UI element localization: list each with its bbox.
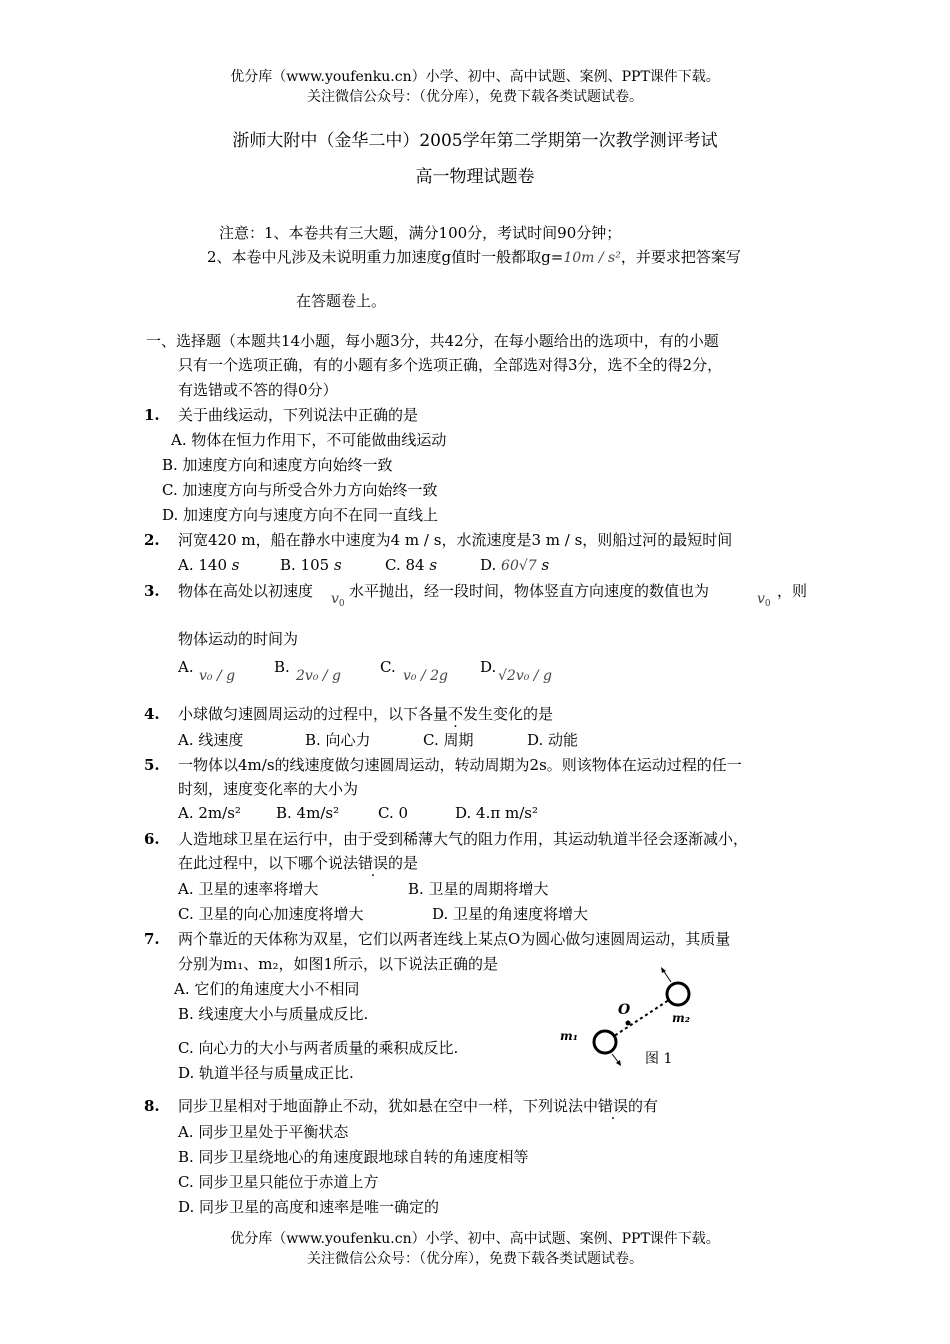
q3-v0-symbol-1 xyxy=(331,591,345,609)
q3-option-a-formula: v₀ / g xyxy=(199,668,236,684)
center-point-o xyxy=(626,1021,631,1026)
q2-option-b-unit: s xyxy=(333,556,342,574)
q8-number: 8. xyxy=(144,1097,160,1115)
notice-line-1: 注意：1、本卷共有三大题，满分100分，考试时间90分钟； xyxy=(219,224,622,242)
q3-option-b-formula: 2v₀ / g xyxy=(296,668,342,684)
q3-option-b-label: B. xyxy=(274,658,290,676)
q5-line-1: 一物体以4m/s的线速度做匀速圆周运动，转动周期为2s。则该物体在运动过程的任一 xyxy=(178,756,742,774)
q3-option-d-label: D. xyxy=(480,658,497,676)
q1-option-b: B. 加速度方向和速度方向始终一致 xyxy=(162,456,393,474)
q4-option-c: C. 周期 xyxy=(423,731,474,749)
q7-option-d: D. 轨道半径与质量成正比. xyxy=(178,1064,354,1082)
q3-option-a-label: A. xyxy=(178,658,194,676)
q5-option-d: D. 4.π m/s² xyxy=(455,804,538,822)
notice-line-3: 在答题卷上。 xyxy=(296,292,387,310)
q2-option-d xyxy=(480,555,549,576)
q3-v0-symbol-2 xyxy=(757,591,771,609)
q3-v0-1: v xyxy=(331,591,339,607)
q7-number: 7. xyxy=(144,930,160,948)
q4-option-b: B. 向心力 xyxy=(305,731,371,749)
exam-subtitle: 高一物理试题卷 xyxy=(415,167,535,187)
q6-emphasis-wrong: 错误 xyxy=(358,854,389,872)
q8-stem xyxy=(178,1096,658,1116)
label-o: O xyxy=(618,1002,631,1018)
q8-stem-a: 同步卫星相对于地面静止不动，犹如悬在空中一样，下列说法中 xyxy=(178,1097,599,1115)
q6-option-d: D. 卫星的角速度将增大 xyxy=(432,905,589,923)
q8-emphasis-wrong: 错误 xyxy=(598,1097,629,1115)
q5-option-a: A. 2m/s² xyxy=(178,804,241,822)
section1-line-3: 有选错或不答的得0分） xyxy=(178,381,338,399)
q8-option-a: A. 同步卫星处于平衡状态 xyxy=(178,1123,349,1141)
q2-stem: 河宽420 m，船在静水中速度为4 m / s，水流速度是3 m / s，则船过河的最短时间 xyxy=(178,531,733,549)
q3-v0-sub-1: 0 xyxy=(338,599,345,609)
q4-number: 4. xyxy=(144,705,160,723)
label-m1: m₁ xyxy=(560,1029,578,1043)
q6-line-2 xyxy=(178,853,418,873)
section1-line-1: 一、选择题（本题共14小题，每小题3分，共42分，在每小题给出的选项中，有的小题 xyxy=(146,332,719,350)
q3-option-c-formula: v₀ / 2g xyxy=(403,668,449,684)
q1-option-a: A. 物体在恒力作用下，不可能做曲线运动 xyxy=(171,431,447,449)
q5-line-2: 时刻，速度变化率的大小为 xyxy=(178,780,359,798)
q1-option-c: C. 加速度方向与所受合外力方向始终一致 xyxy=(162,481,438,499)
q2-option-a xyxy=(178,555,239,575)
header-line-1: 优分库（www.youfenku.cn）小学、初中、高中试题、案例、PPT课件下载。 xyxy=(230,69,720,85)
q3-option-d-formula: √2v₀ / g xyxy=(498,668,552,684)
q2-option-a-value: A. 140 xyxy=(178,556,227,574)
q2-option-a-unit: s xyxy=(231,556,240,574)
exam-title: 浙师大附中（金华二中）2005学年第二学期第一次教学测评考试 xyxy=(232,131,718,151)
q4-stem-b: 发生变化的是 xyxy=(463,705,554,723)
q6-option-a: A. 卫星的速率将增大 xyxy=(178,880,319,898)
q3-stem-a: 物体在高处以初速度 xyxy=(178,582,314,600)
q2-option-c-value: C. 84 xyxy=(385,556,425,574)
q1-number: 1. xyxy=(144,406,160,424)
q4-option-a: A. 线速度 xyxy=(178,731,244,749)
notice-line-2-text: 2、本卷中凡涉及未说明重力加速度g值时一般都取g= xyxy=(207,248,564,266)
q3-option-c-label: C. xyxy=(380,658,396,676)
q6-option-b: B. 卫星的周期将增大 xyxy=(408,880,549,898)
q2-option-c-unit: s xyxy=(429,556,438,574)
q8-stem-b: 的有 xyxy=(628,1097,659,1115)
q8-option-d: D. 同步卫星的高度和速率是唯一确定的 xyxy=(178,1198,440,1216)
notice-line-2 xyxy=(207,247,741,268)
q6-line-1: 人造地球卫星在运行中，由于受到稀薄大气的阻力作用，其运动轨道半径会逐渐减小， xyxy=(178,830,749,848)
q7-option-c: C. 向心力的大小与两者质量的乘积成反比. xyxy=(178,1039,459,1057)
q3-v0-2: v xyxy=(757,591,765,607)
q1-stem: 关于曲线运动，下列说法中正确的是 xyxy=(178,406,419,424)
q3-number: 3. xyxy=(144,582,160,600)
q1-option-d: D. 加速度方向与速度方向不在同一直线上 xyxy=(162,506,439,524)
figure-caption: 图 1 xyxy=(645,1051,673,1067)
q2-option-b xyxy=(280,555,342,575)
q3-stem-c: ，则 xyxy=(777,582,808,600)
q2-option-d-unit: s xyxy=(541,556,550,574)
q6-line-2-b: 的是 xyxy=(388,854,419,872)
notice-line-2-tail: ，并要求把答案写 xyxy=(620,248,741,266)
figure-1-binary-stars xyxy=(550,960,710,1070)
q4-option-d: D. 动能 xyxy=(527,731,579,749)
header-line-2: 关注微信公众号：（优分库），免费下载各类试题试卷。 xyxy=(307,89,643,105)
q2-option-b-value: B. 105 xyxy=(280,556,330,574)
q5-option-b: B. 4m/s² xyxy=(276,804,340,822)
arrowhead-m2 xyxy=(661,967,666,973)
q2-option-c xyxy=(385,555,437,575)
q6-line-2-a: 在此过程中，以下哪个说法 xyxy=(178,854,359,872)
q3-line-2: 物体运动的时间为 xyxy=(178,630,299,648)
q5-number: 5. xyxy=(144,756,160,774)
g-value-formula: 10m / s² xyxy=(563,250,621,266)
label-m2: m₂ xyxy=(672,1011,690,1025)
q4-stem xyxy=(178,704,553,724)
star-m1 xyxy=(594,1031,616,1053)
q8-option-b: B. 同步卫星绕地心的角速度跟地球自转的角速度相等 xyxy=(178,1148,529,1166)
star-m2 xyxy=(667,983,689,1005)
q2-number: 2. xyxy=(144,531,160,549)
section1-line-2: 只有一个选项正确，有的小题有多个选项正确，全部选对得3分，选不全的得2分， xyxy=(178,356,723,374)
q6-number: 6. xyxy=(144,830,160,848)
q7-option-b: B. 线速度大小与质量成反比. xyxy=(178,1005,369,1023)
q3-v0-sub-2: 0 xyxy=(764,599,771,609)
q7-line-1: 两个靠近的天体称为双星，它们以两者连线上某点O为圆心做匀速圆周运动，其质量 xyxy=(178,930,731,948)
q3-stem-b: 水平抛出，经一段时间，物体竖直方向速度的数值也为 xyxy=(349,582,710,600)
q8-option-c: C. 同步卫星只能位于赤道上方 xyxy=(178,1173,379,1191)
q5-option-c: C. 0 xyxy=(378,804,409,822)
footer-line-2: 关注微信公众号：（优分库），免费下载各类试题试卷。 xyxy=(307,1251,643,1267)
connecting-line xyxy=(605,994,678,1042)
q7-option-a: A. 它们的角速度大小不相同 xyxy=(174,980,360,998)
q4-stem-a: 小球做匀速圆周运动的过程中，以下各量 xyxy=(178,705,449,723)
q7-line-2: 分别为m₁、m₂，如图1所示，以下说法正确的是 xyxy=(178,955,499,973)
q2-option-d-label: D. xyxy=(480,556,497,574)
q2-option-d-formula: 60√7 xyxy=(501,558,537,574)
footer-line-1: 优分库（www.youfenku.cn）小学、初中、高中试题、案例、PPT课件下载。 xyxy=(230,1231,720,1247)
q6-option-c: C. 卫星的向心加速度将增大 xyxy=(178,905,364,923)
q4-emphasis-not: 不 xyxy=(448,705,464,723)
